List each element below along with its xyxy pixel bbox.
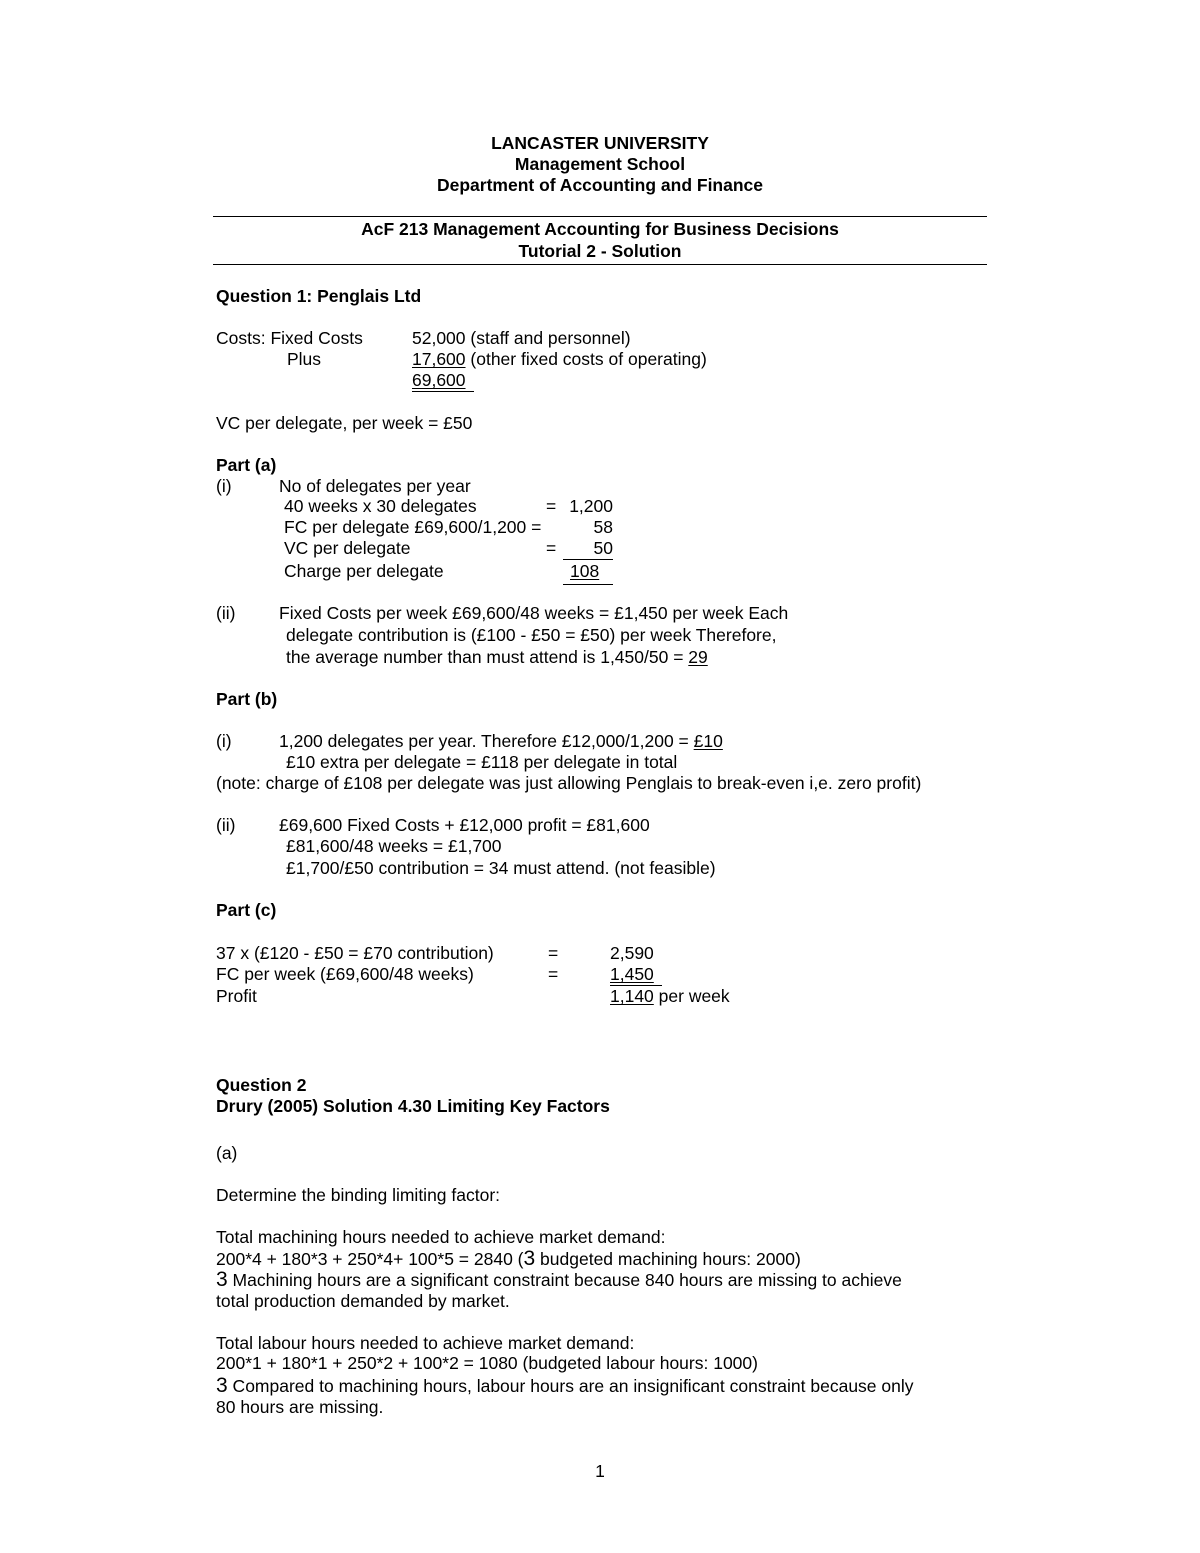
part-a-ii-line: the average number than must attend is 1,450/50 = (286, 647, 689, 667)
bottom-rule (213, 264, 987, 265)
vc-line: VC per delegate, per week = £50 (216, 413, 473, 433)
lab-heading: Total labour hours needed to achieve market demand: (216, 1333, 635, 1353)
mach-note-line1 (216, 1269, 902, 1291)
part-b-ii-marker: (ii) (216, 815, 236, 835)
mach-calc (216, 1248, 801, 1270)
part-b-title: Part (b) (216, 689, 278, 709)
total-rule (563, 584, 613, 585)
part-c-row-suffix: per week (653, 986, 730, 1006)
part-a-row-label: Charge per delegate (284, 561, 444, 581)
part-c-row-eq: = (548, 964, 559, 984)
part-a-ii-marker: (ii) (216, 603, 236, 623)
fc-staff-line (412, 328, 631, 349)
fc-staff-note: (staff and personnel) (470, 328, 631, 348)
arrow-icon: 3 (216, 1268, 228, 1291)
part-a-row-eq: = (546, 496, 557, 516)
charge-value-text: 108 (570, 561, 600, 581)
part-c-row-label: 37 x (£120 - £50 = £70 contribution) (216, 943, 494, 963)
part-b-ii-line: £69,600 Fixed Costs + £12,000 profit = £81,600 (279, 815, 650, 835)
fc-other-note: (other fixed costs of operating) (470, 349, 707, 369)
part-a-row-value: 50 (593, 538, 613, 558)
part-b-i-text: 1,200 delegates per year. Therefore £12,000/1,200 = (279, 731, 694, 751)
part-b-i-line1 (279, 731, 723, 752)
q1-title: Question 1: Penglais Ltd (216, 286, 422, 306)
mach-calc-post: budgeted machining hours: 2000) (535, 1249, 801, 1269)
part-b-i-marker: (i) (216, 731, 232, 751)
fc-total-value: 69,600 (412, 370, 466, 390)
plus-label: Plus (287, 349, 322, 369)
part-a-i-marker: (i) (216, 476, 232, 496)
lab-note-line2: 80 hours are missing. (216, 1397, 384, 1417)
part-b-ii-line: £1,700/£50 contribution = 34 must attend. (not feasible) (286, 858, 716, 878)
page-number: 1 (595, 1461, 605, 1481)
fc-other-line (412, 349, 707, 370)
part-a-row-eq: = (546, 538, 557, 558)
tutorial-title: Tutorial 2 - Solution (518, 241, 682, 261)
arrow-icon: 3 (216, 1374, 228, 1397)
part-c-row-label: Profit (216, 986, 257, 1006)
lab-calc: 200*1 + 180*1 + 250*2 + 100*2 = 1080 (budgeted labour hours: 1000) (216, 1353, 758, 1373)
q2-intro: Determine the binding limiting factor: (216, 1185, 501, 1205)
part-a-ii-line-last (286, 647, 708, 668)
profit-value-line (610, 986, 730, 1007)
part-a-ii-line: Fixed Costs per week £69,600/48 weeks = £1,450 per week Each (279, 603, 789, 623)
fc-total-underline (412, 391, 474, 392)
part-c-row-value: 2,590 (610, 943, 654, 963)
q2-title: Question 2 (216, 1075, 307, 1095)
part-a-row-label: 40 weeks x 30 delegates (284, 496, 477, 516)
lab-note-line1 (216, 1375, 914, 1397)
fc-staff-value: 52,000 (412, 328, 466, 348)
costs-label: Costs: Fixed Costs (216, 328, 363, 348)
part-c-title: Part (c) (216, 900, 277, 920)
charge-value (570, 561, 599, 582)
fc-total (412, 370, 466, 391)
lab-note-text: Compared to machining hours, labour hours are an insignificant constraint because only (227, 1376, 914, 1396)
part-c-row-eq: = (548, 943, 559, 963)
part-c-row-value-wrap (610, 964, 654, 985)
part-a-ii-line: delegate contribution is (£100 - £50 = £50) per week Therefore, (286, 625, 777, 645)
part-a-row-value: 1,200 (569, 496, 613, 516)
school-name: Management School (514, 154, 686, 174)
mach-note-text: Machining hours are a significant constraint because 840 hours are missing to achieve (227, 1270, 902, 1290)
part-c-row-label: FC per week (£69,600/48 weeks) (216, 964, 474, 984)
q2-subtitle: Drury (2005) Solution 4.30 Limiting Key Factors (216, 1096, 610, 1116)
fc-other-value: 17,600 (412, 349, 466, 369)
university-name: LANCASTER UNIVERSITY (491, 133, 709, 153)
q2-part-label: (a) (216, 1143, 238, 1163)
mach-calc-pre: 200*4 + 180*3 + 250*4+ 100*5 = 2840 ( (216, 1249, 524, 1269)
subtotal-rule (563, 559, 613, 560)
part-b-note: (note: charge of £108 per delegate was just allowing Penglais to break-even i,e. zero profit) (216, 773, 922, 793)
part-a-i-heading: No of delegates per year (279, 476, 471, 496)
course-title: AcF 213 Management Accounting for Business Decisions (361, 219, 839, 239)
mach-note-line2: total production demanded by market. (216, 1291, 510, 1311)
part-a-row-label: VC per delegate (284, 538, 411, 558)
part-a-ii-answer: 29 (688, 647, 708, 667)
part-a-row-value: 58 (593, 517, 613, 537)
part-b-ii-line: £81,600/48 weeks = £1,700 (286, 836, 502, 856)
top-rule (213, 216, 987, 217)
part-c-row-value: 1,450 (610, 964, 654, 984)
part-b-i-answer: £10 (693, 731, 723, 751)
arrow-icon: 3 (523, 1247, 536, 1270)
department-name: Department of Accounting and Finance (436, 175, 764, 195)
part-a-title: Part (a) (216, 455, 277, 475)
part-c-row-value: 1,140 (610, 986, 654, 1006)
part-b-i-line2: £10 extra per delegate = £118 per delegate in total (286, 752, 678, 772)
mach-heading: Total machining hours needed to achieve market demand: (216, 1227, 666, 1247)
part-a-row-label: FC per delegate £69,600/1,200 = (284, 517, 542, 537)
